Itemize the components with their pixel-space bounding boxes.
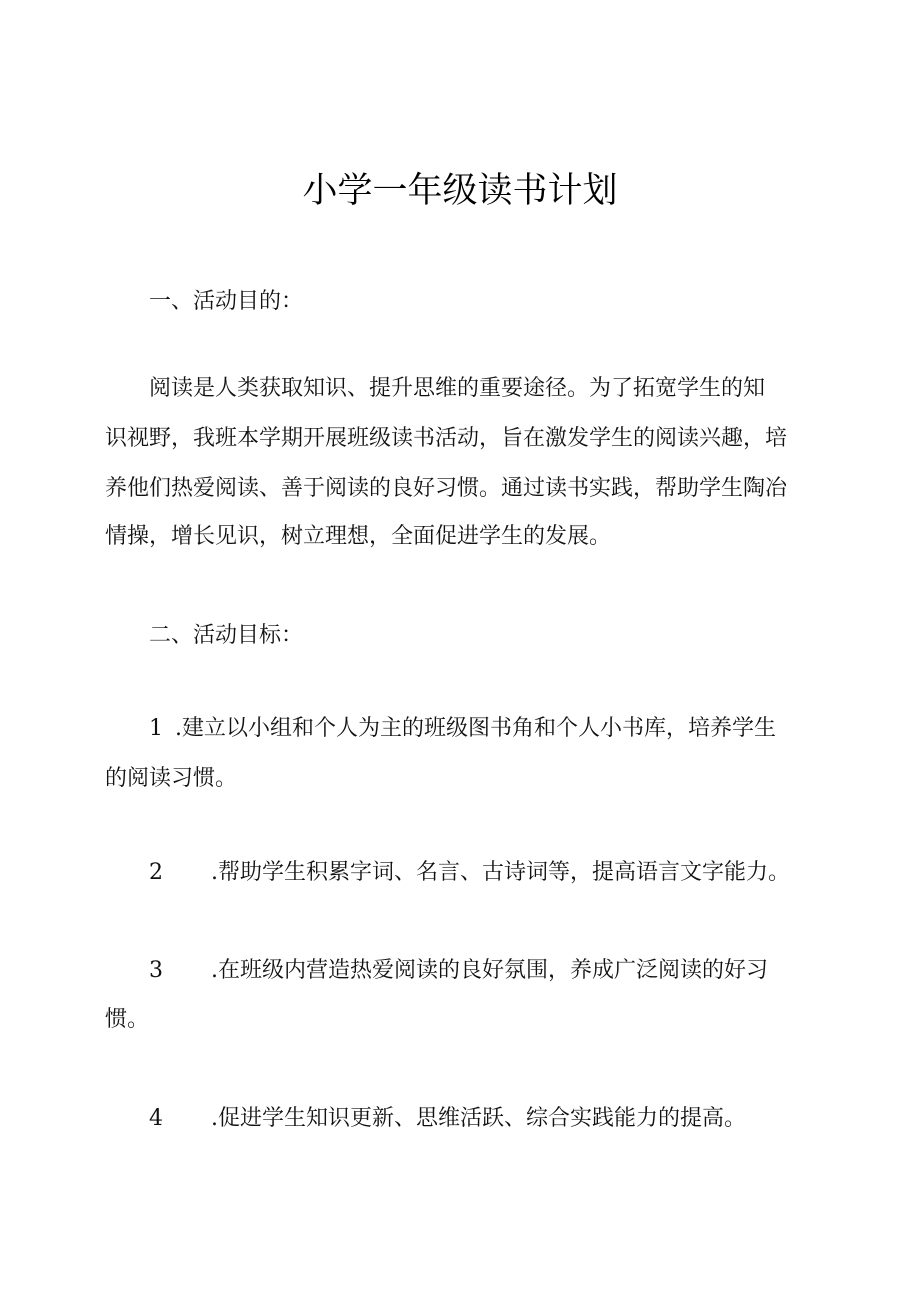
- document-title: 小学一年级读书计划: [302, 171, 618, 211]
- goal-text: .在班级内营造热爱阅读的良好氛围，养成广泛阅读的好习: [211, 958, 768, 983]
- paragraph-line: 识视野，我班本学期开展班级读书活动，旨在激发学生的阅读兴趣，培: [105, 426, 788, 451]
- paragraph-line: 阅读是人类获取知识、提升思维的重要途径。为了拓宽学生的知: [149, 376, 766, 401]
- paragraph-line: 情操，增长见识，树立理想，全面促进学生的发展。: [105, 524, 612, 549]
- goal-text: .建立以小组和个人为主的班级图书角和个人小书库，培养学生: [175, 716, 776, 741]
- goal-number: 2: [149, 860, 163, 885]
- goal-item-3-continued: 惯。: [105, 1007, 150, 1032]
- goal-item-4: [149, 1103, 746, 1135]
- goal-text: .促进学生知识更新、思维活跃、综合实践能力的提高。: [211, 1106, 746, 1131]
- goal-item-1: [149, 713, 776, 745]
- section-heading-goals: 二、活动目标：: [149, 623, 304, 648]
- goal-number: 3: [149, 958, 163, 983]
- goal-number: 4: [149, 1106, 163, 1131]
- goal-item-1-continued: 的阅读习惯。: [105, 766, 238, 791]
- goal-number: 1: [149, 716, 163, 741]
- section-heading-purpose: 一、活动目的：: [149, 289, 304, 314]
- paragraph-line: 养他们热爱阅读、善于阅读的良好习惯。通过读书实践，帮助学生陶冶: [105, 476, 788, 501]
- goal-item-2: [149, 857, 790, 889]
- goal-text: .帮助学生积累字词、名言、古诗词等，提高语言文字能力。: [211, 860, 790, 885]
- goal-item-3: [149, 955, 768, 987]
